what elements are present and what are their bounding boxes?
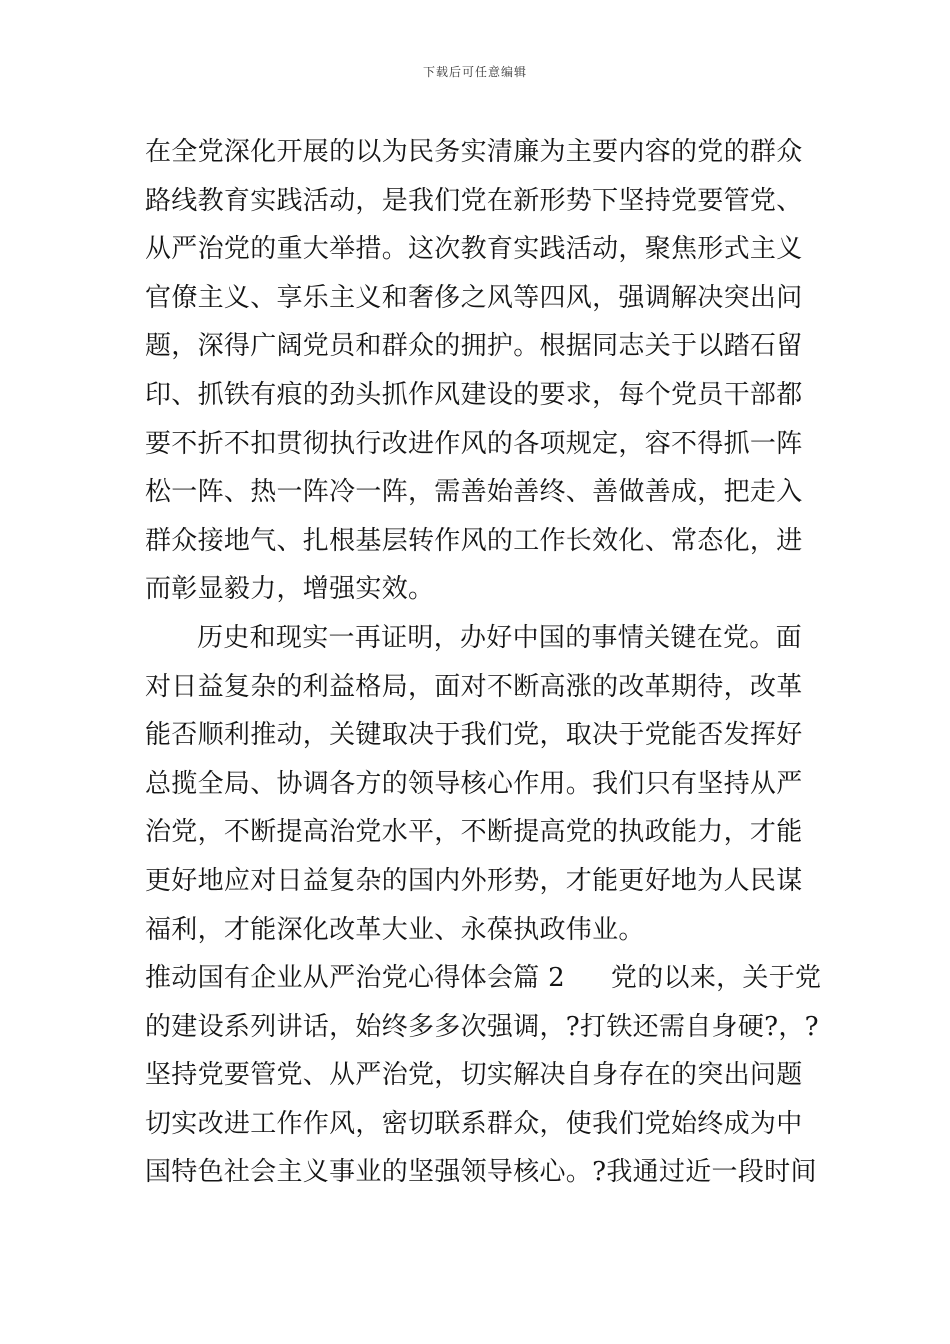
text-line: 更好地应对日益复杂的国内外形势，才能更好地为人民谋: [145, 865, 803, 896]
section-title-line: [145, 954, 825, 1003]
text-line: 官僚主义、享乐主义和奢侈之风等四风，强调解决突出问: [145, 282, 803, 313]
text-line: 在全党深化开展的以为民务实清廉为主要内容的党的群众: [145, 137, 803, 167]
text-line: 而彰显毅力，增强实效。: [145, 574, 435, 605]
text-line: 要不折不扣贯彻执行改进作风的各项规定，容不得抓一阵: [145, 428, 803, 459]
text-line: 对日益复杂的利益格局，面对不断高涨的改革期待，改革: [145, 671, 803, 702]
document-body: [145, 128, 825, 1197]
page-header-note: 下载后可任意编辑: [422, 65, 527, 79]
text-line: 切实改进工作作风，密切联系群众，使我们党始终成为中: [145, 1108, 803, 1139]
paragraph-1: [145, 128, 825, 614]
section-title: 推动国有企业从严治党心得体会篇 2: [145, 963, 565, 994]
text-line: 福利，才能深化改革大业、永葆执政伟业。: [145, 914, 645, 945]
text-line: 题，深得广阔党员和群众的拥护。根据同志关于以踏石留: [145, 331, 803, 362]
text-line: 总揽全局、协调各方的领导核心作用。我们只有坚持从严: [145, 768, 803, 799]
section-2: [145, 954, 825, 1197]
text-line: 国特色社会主义事业的坚强领导核心。?我通过近一段时间: [145, 1157, 817, 1188]
section-first-line-text: 党的以来，关于党: [610, 963, 822, 994]
text-line: 的建设系列讲话，始终多多次强调，?打铁还需自身硬?，?: [145, 1011, 819, 1042]
text-line: 历史和现实一再证明，办好中国的事情关键在党。面: [197, 622, 802, 653]
text-line: 治党，不断提高治党水平，不断提高党的执政能力，才能: [145, 817, 803, 848]
text-line: 松一阵、热一阵冷一阵，需善始善终、善做善成，把走入: [145, 477, 803, 508]
text-line: 印、抓铁有痕的劲头抓作风建设的要求，每个党员干部都: [145, 379, 803, 410]
text-line: 路线教育实践活动，是我们党在新形势下坚持党要管党、: [145, 185, 803, 216]
text-line: 坚持党要管党、从严治党，切实解决自身存在的突出问题: [145, 1060, 803, 1091]
text-line: 群众接地气、扎根基层转作风的工作长效化、常态化，进: [145, 525, 803, 556]
text-line: 从严治党的重大举措。这次教育实践活动，聚焦形式主义: [145, 234, 803, 265]
paragraph-2: [145, 614, 825, 954]
text-line: 能否顺利推动，关键取决于我们党，取决于党能否发挥好: [145, 720, 803, 751]
